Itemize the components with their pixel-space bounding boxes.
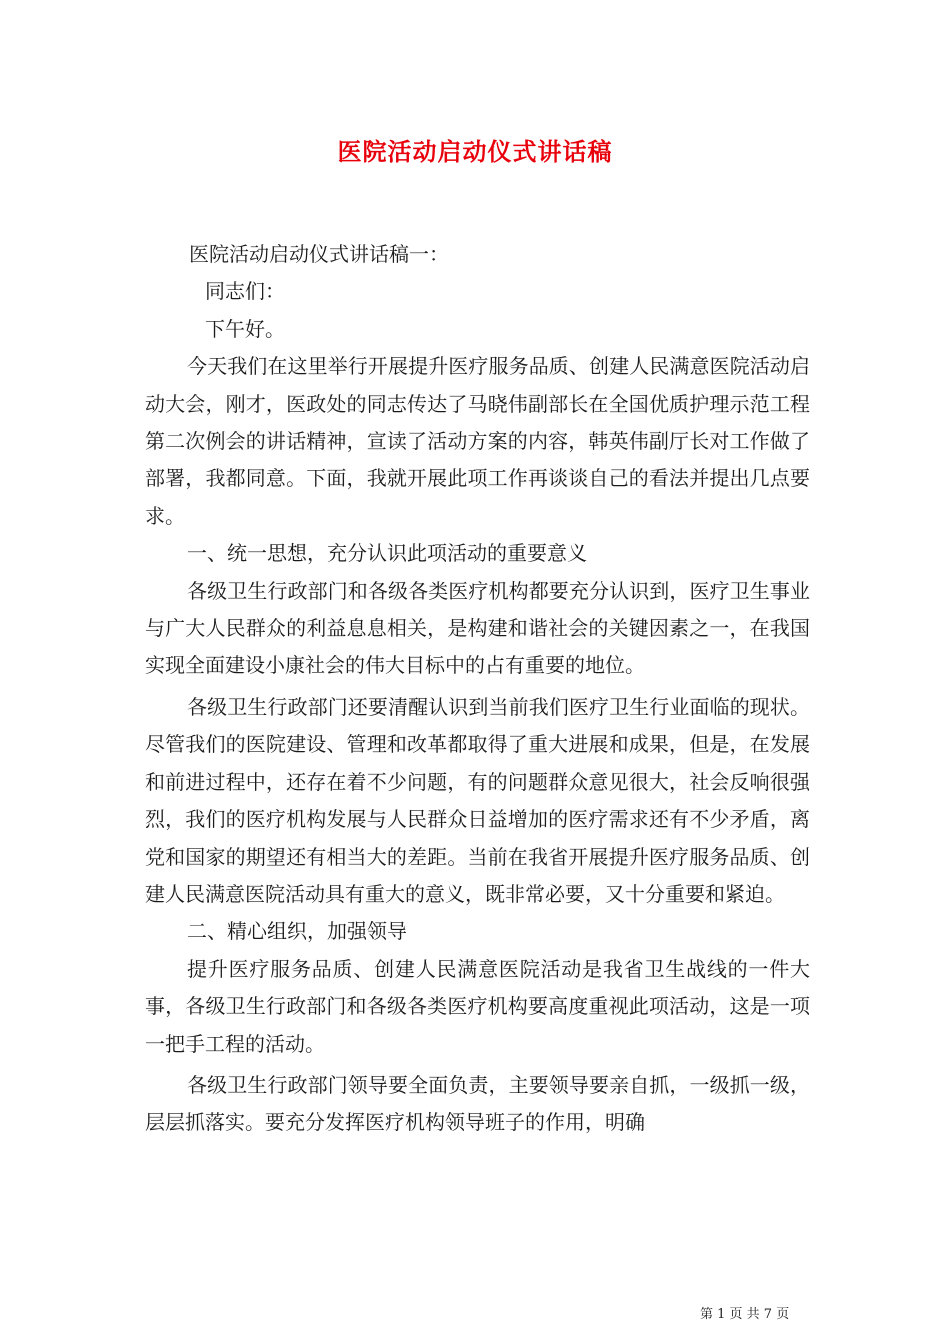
paragraph: 各级卫生行政部门还要清醒认识到当前我们医疗卫生行业面临的现状。尽管我们的医院建设、管理和改革都取得了重大进展和成果，但是，在发展和前进过程中，还存在着不少问题，有的问题群众意见很大，社会反响很强烈，我们的医疗机构发展与人民群众日益增加的医疗需求还有不少矛盾，离党和国家的期望还有相当大的差距。当前在我省开展提升医疗服务品质、创建人民满意医院活动具有重大的意义，既非常必要，又十分重要和紧迫。: [145, 694, 810, 906]
document-title: 医院活动启动仪式讲话稿: [337, 137, 613, 166]
section-heading-2: 二、精心组织，加强领导: [187, 919, 407, 944]
paragraph-greeting: 下午好。: [205, 316, 285, 341]
page-number: 第 1 页 共 7 页: [700, 1307, 790, 1322]
section-heading-1: 一、统一思想，充分认识此项活动的重要意义: [187, 541, 587, 566]
paragraph-subtitle: 医院活动启动仪式讲话稿一：: [189, 242, 449, 266]
paragraph: 各级卫生行政部门和各级各类医疗机构都要充分认识到，医疗卫生事业与广大人民群众的利益息息相关，是构建和谐社会的关键因素之一，在我国实现全面建设小康社会的伟大目标中的占有重要的地位。: [145, 578, 810, 678]
paragraph: 提升医疗服务品质、创建人民满意医院活动是我省卫生战线的一件大事，各级卫生行政部门和各级各类医疗机构要高度重视此项活动，这是一项一把手工程的活动。: [145, 956, 810, 1056]
paragraph-salutation: 同志们：: [205, 279, 285, 304]
document-body: [145, 236, 810, 1142]
paragraph: 各级卫生行政部门领导要全面负责，主要领导要亲自抓，一级抓一级，层层抓落实。要充分发挥医疗机构领导班子的作用，明确: [145, 1072, 810, 1135]
paragraph: 今天我们在这里举行开展提升医疗服务品质、创建人民满意医院活动启动大会，刚才，医政处的同志传达了马晓伟副部长在全国优质护理示范工程第二次例会的讲话精神，宣读了活动方案的内容，韩英伟副厅长对工作做了部署，我都同意。下面，我就开展此项工作再谈谈自己的看法并提出几点要求。: [145, 354, 810, 528]
